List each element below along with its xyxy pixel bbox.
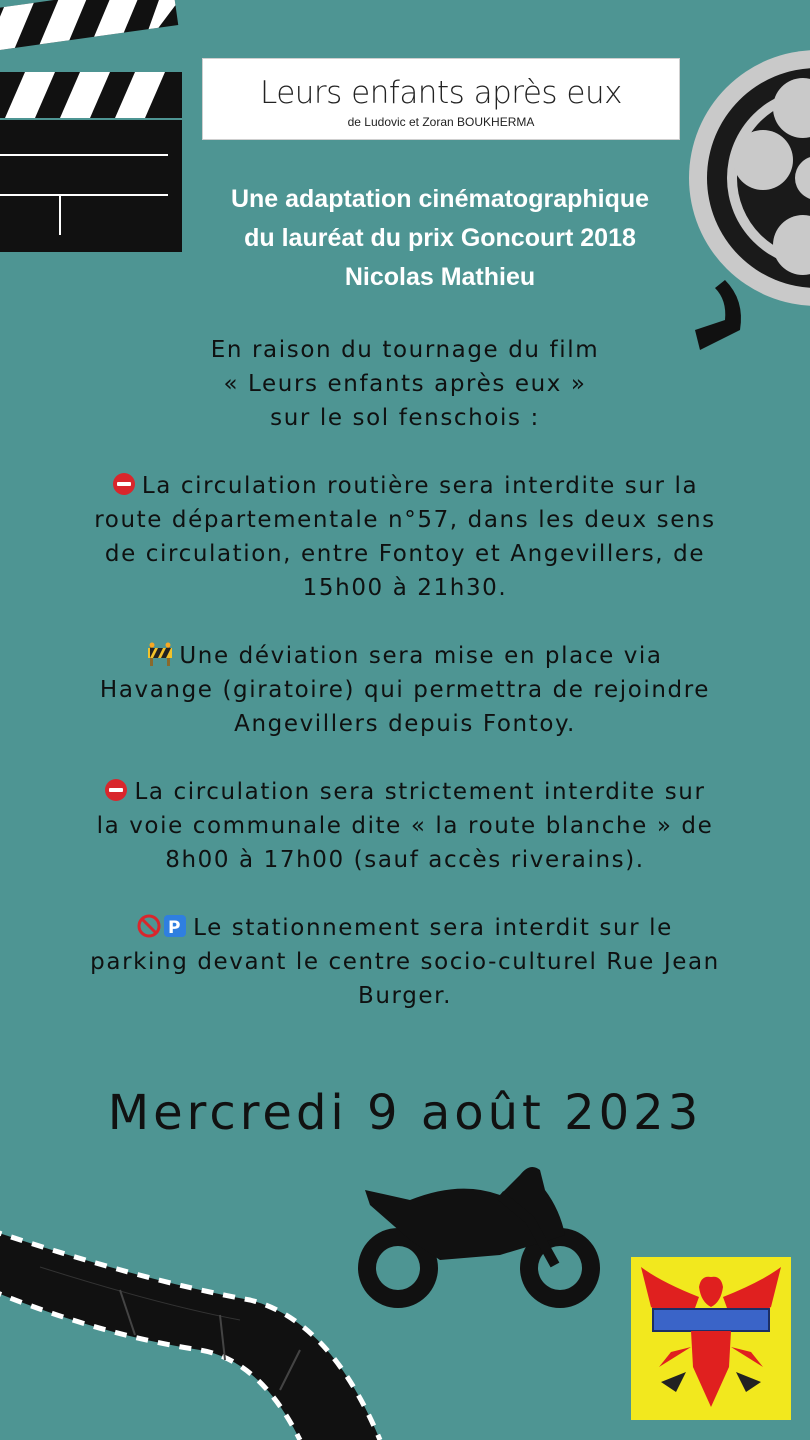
no-parking-icon — [137, 914, 187, 938]
motorcycle-silhouette — [350, 1160, 605, 1310]
intro-line: « Leurs enfants après eux » — [223, 371, 587, 397]
clapperboard-illustration — [0, 0, 190, 260]
film-authors: de Ludovic et Zoran BOUKHERMA — [347, 115, 535, 129]
headline-line: Nicolas Mathieu — [344, 263, 536, 291]
notice-line: Burger. — [357, 983, 452, 1009]
intro-line: sur le sol fenschois : — [270, 405, 540, 431]
notice-line: 8h00 à 17h00 (sauf accès riverains). — [165, 847, 645, 873]
notice-line: 15h00 à 21h30. — [302, 575, 508, 601]
notice-line: Le stationnement sera interdit sur le — [193, 915, 673, 941]
event-date: Mercredi 9 août 2023 — [107, 1085, 703, 1141]
notice-line: parking devant le centre socio-culturel Rue Jean — [90, 949, 720, 975]
notice-line: la voie communale dite « la route blanche » de — [96, 813, 714, 839]
notice-body — [30, 333, 780, 1047]
no-entry-icon — [112, 472, 136, 496]
headline — [185, 180, 695, 297]
notice-line: Angevillers depuis Fontoy. — [234, 711, 576, 737]
svg-text:P: P — [168, 918, 183, 938]
headline-line: du lauréat du prix Goncourt 2018 — [244, 224, 636, 252]
notice-road-closure — [30, 469, 780, 605]
notice-line: route départementale n°57, dans les deux sens — [94, 507, 716, 533]
intro-paragraph — [30, 333, 780, 435]
intro-line: En raison du tournage du film — [210, 337, 600, 363]
film-title: Leurs enfants après eux — [259, 75, 622, 111]
coat-of-arms — [631, 1257, 791, 1420]
film-title-banner — [202, 58, 680, 140]
notice-line: La circulation routière sera interdite sur la — [141, 473, 699, 499]
no-entry-icon — [104, 778, 128, 802]
notice-white-road — [30, 775, 780, 877]
notice-line: Havange (giratoire) qui permettra de rejoindre — [99, 677, 711, 703]
notice-parking — [30, 911, 780, 1013]
notice-line: de circulation, entre Fontoy et Angevillers, de — [104, 541, 706, 567]
headline-line: Une adaptation cinématographique — [230, 185, 650, 213]
construction-barrier-icon — [147, 642, 173, 666]
film-reel-illustration — [685, 30, 810, 360]
notice-detour — [30, 639, 780, 741]
notice-line: Une déviation sera mise en place via — [179, 643, 663, 669]
notice-line: La circulation sera strictement interdite sur — [134, 779, 706, 805]
